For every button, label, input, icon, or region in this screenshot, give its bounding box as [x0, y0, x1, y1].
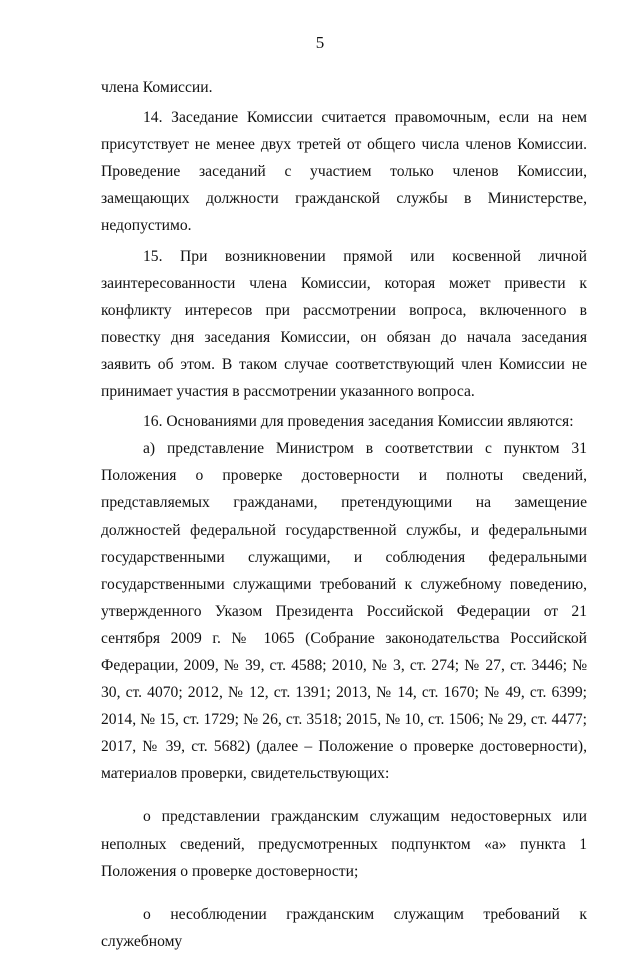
- paragraph-15: 15. При возникновении прямой или косвенной личной заинтересованности члена Комиссии, которая может привести к конфликту интересов при рассмотрении вопроса, включенного в повестку дня заседания Комиссии, он обязан до начала заседания заявить об этом. В таком случае соответствующий член Комиссии не принимает участия в рассмотрении указанного вопроса.: [101, 247, 587, 401]
- paragraph-16-a-item-2: о несоблюдении гражданским служащим требований к служебному: [101, 905, 587, 950]
- document-body: [101, 74, 587, 955]
- paragraph-14: 14. Заседание Комиссии считается правомочным, если на нем присутствует не менее двух третей от общего числа членов Комиссии. Проведение заседаний с участием только членов Комиссии, замещающих должности гражданской службы в Министерстве, недопустимо.: [101, 109, 587, 235]
- paragraph-16-a: а) представление Министром в соответствии с пунктом 31 Положения о проверке достоверности и полноты сведений, представляемых гражданами, претендующими на замещение должностей федеральной государственной службы, и федеральными государственными служащими, и соблюдения федеральными государственными служащими требований к служебному поведению, утвержденного Указом Президента Российской Федерации от 21 сентября 2009 г. № 1065 (Собрание законодательства Российской Федерации, 2009, № 39, ст. 4588; 2010, № 3, ст. 274; № 27, ст. 3446; № 30, ст. 4070; 2012, № 12, ст. 1391; 2013, № 14, ст. 1670; № 49, ст. 6399; 2014, № 15, ст. 1729; № 26, ст. 3518; 2015, № 10, ст. 1506; № 29, ст. 4477; 2017, № 39, ст. 5682) (далее – Положение о проверке достоверности), материалов проверки, свидетельствующих:: [101, 440, 587, 783]
- paragraph-16: 16. Основаниями для проведения заседания Комиссии являются:: [143, 413, 574, 431]
- paragraph-16-a-item-1: о представлении гражданским служащим недостоверных или неполных сведений, предусмотренных подпунктом «а» пункта 1 Положения о проверке достоверности;: [101, 808, 587, 880]
- paragraph-continuation: члена Комиссии.: [101, 79, 213, 96]
- page-number: 5: [315, 33, 325, 52]
